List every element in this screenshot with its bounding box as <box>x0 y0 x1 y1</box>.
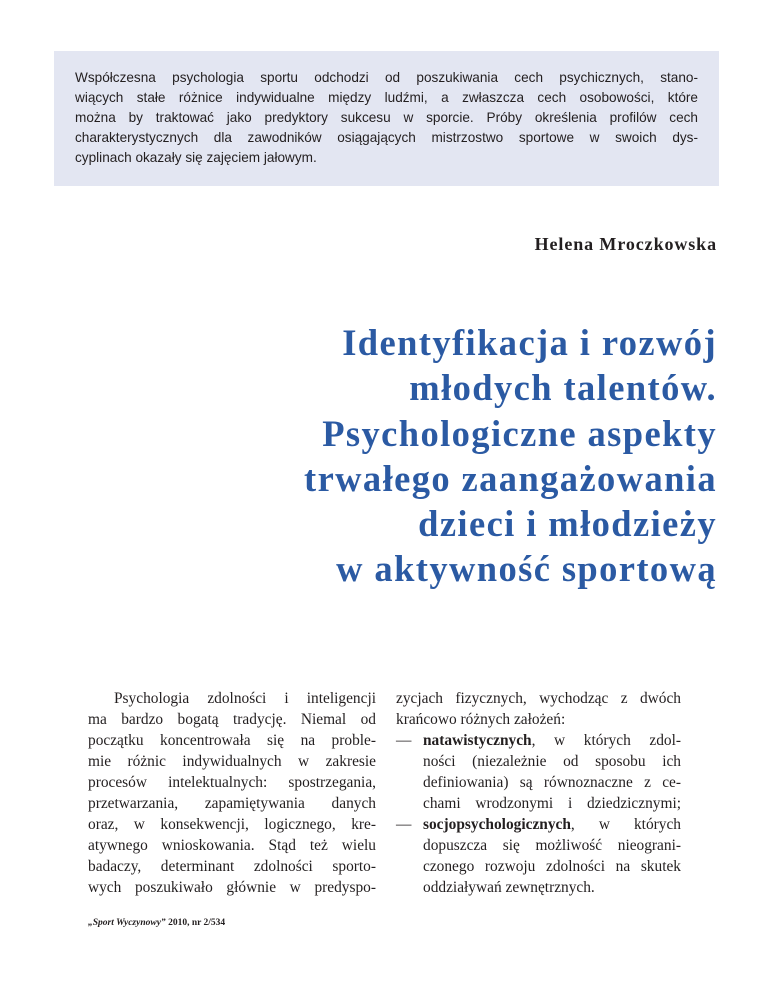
body-line: ma bardzo bogatą tradycję. Niemal od <box>88 711 376 728</box>
journal-name: „Sport Wyczynowy” <box>88 918 166 928</box>
abstract-box <box>54 51 719 186</box>
body-line: zycjach fizycznych, wychodząc z dwóch <box>396 690 681 707</box>
body-line: krańcowo różnych założeń: <box>396 711 566 728</box>
title-line: Psychologiczne aspekty <box>322 412 717 454</box>
author-name: Helena Mroczkowska <box>534 234 717 254</box>
dash-bullet: — <box>396 732 412 749</box>
abstract-line: charakterystycznych dla zawodników osiągających mistrzostwo sportowe w swoich dys- <box>75 130 698 145</box>
abstract-line: wiących stałe różnice indywidualne między ludźmi, a zwłaszcza cech osobowości, które <box>75 90 698 105</box>
page-footer <box>88 918 225 928</box>
body-line: czonego rozwoju zdolności na skutek <box>423 858 681 875</box>
body-line: definiowania) są równoznaczne z ce- <box>423 774 681 791</box>
body-line: atywnego wnioskowania. Stąd też wielu <box>88 837 376 854</box>
title-line: dzieci i młodzieży <box>418 503 717 545</box>
body-line: procesów intelektualnych: spostrzegania, <box>88 774 376 791</box>
body-line: ności (niezależnie od sposobu ich <box>423 753 681 770</box>
title-line: młodych talentów. <box>409 367 717 409</box>
body-column-right <box>396 688 681 898</box>
abstract-line: można by traktować jako predyktory sukcesu w sporcie. Próby określenia profilów cech <box>75 110 698 125</box>
body-line: badaczy, determinant zdolności sporto- <box>88 858 376 875</box>
title-line: Identyfikacja i rozwój <box>342 322 717 363</box>
title-line: w aktywność sportową <box>336 548 717 590</box>
list-item-text: , w których zdol- <box>531 732 681 749</box>
list-item-socjopsychologiczne <box>396 814 681 835</box>
term-natawistyczne: natawistycznych <box>423 732 532 749</box>
journal-issue: 2010, nr 2/534 <box>165 918 226 928</box>
body-line: dopuszcza się możliwość nieograni- <box>423 837 681 854</box>
list-item-natawistyczne <box>396 730 681 751</box>
body-line: mie różnic indywidualnych w zakresie <box>88 753 376 770</box>
body-line: oddziaływań zewnętrznych. <box>423 879 595 896</box>
title-line: trwałego zaangażowania <box>304 457 717 499</box>
term-socjopsychologiczne: socjopsychologicznych <box>423 816 571 833</box>
body-line: przetwarzania, zapamiętywania danych <box>88 795 376 812</box>
list-item-text: , w których <box>570 816 681 833</box>
dash-bullet: — <box>396 816 412 833</box>
body-line: początku koncentrowała się na proble- <box>88 732 376 749</box>
abstract-line: cyplinach okazały się zajęciem jałowym. <box>75 150 317 165</box>
article-title <box>157 320 717 592</box>
body-line: wych poszukiwało głównie w predyspo- <box>88 879 376 896</box>
body-line: oraz, w konsekwencji, logicznego, kre- <box>88 816 376 833</box>
body-line: chami wrodzonymi i dziedzicznymi; <box>423 795 681 812</box>
abstract-line: Współczesna psychologia sportu odchodzi od poszukiwania cech psychicznych, stano- <box>75 70 698 85</box>
body-column-left <box>88 688 376 898</box>
body-line: Psychologia zdolności i inteligencji <box>114 690 376 707</box>
